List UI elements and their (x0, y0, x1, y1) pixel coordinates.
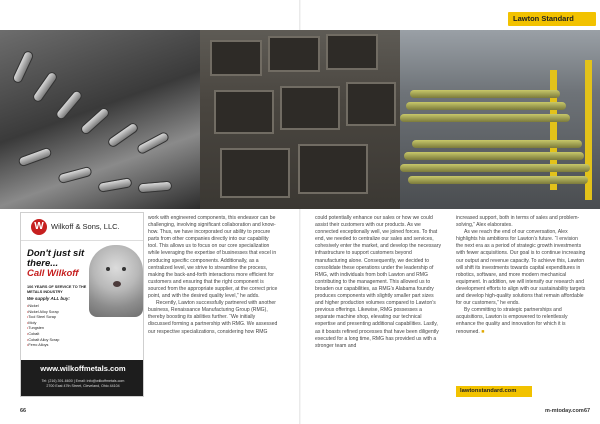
tool-piece (57, 166, 92, 184)
company-url-tag[interactable]: lawtonstandard.com (456, 386, 532, 397)
tooling-photo (0, 30, 200, 209)
list-item: • Ferro Alloys (27, 343, 59, 349)
page-number-right: 67 (584, 408, 591, 414)
tool-piece (31, 70, 59, 104)
ad-header (21, 213, 144, 241)
article-column-2 (315, 215, 443, 405)
metal-bar (404, 152, 584, 160)
article-paragraph: Recently, Lawton successfully partnered with another business, Renaissance Manufacturing Group (RMG), thereby boosting its abilities further. “We initially discussed forming a partnership with RMG. We assessed our respective specializations, considering how RMG (148, 300, 278, 335)
article-closing-text: By committing to strategic partnerships and acquisitions, Lawton is empowered to relentlessly enhance the quality and innovation for which it is renowned. (456, 307, 568, 335)
tool-piece (138, 181, 173, 194)
tool-piece (11, 49, 34, 84)
metal-bar (400, 114, 570, 122)
list-item: • Nickel Alloy Scrap (27, 310, 59, 316)
ad-headline: Don't just sit there... (27, 248, 85, 269)
ad-address: 2700 East 47th Street, Cleveland, Ohio 44104 (46, 384, 120, 388)
ad-supply-heading: We supply ALL buy: (27, 296, 70, 301)
casting-cell (280, 86, 340, 130)
baby-eye (106, 267, 110, 271)
tool-piece (79, 106, 111, 136)
ad-years-of-service: 106 YEARS OF SERVICE TO THE METALS INDUSTRY (27, 285, 87, 294)
casting-cell (326, 34, 378, 70)
list-item: • Cobalt (27, 332, 59, 338)
tool-piece (54, 89, 84, 121)
article-paragraph: As we reach the end of our conversation, Alex highlights his ambitions for Lawton’s future. “I envision the next era as a period of strategic growth investments with fewer acquisitions. Our goal is to continue increasing our output and revenue capacity. To achieve this, Lawton will shift its investments towards capital expenditures in robotics, software, and more modern mechanical equipment. In addition, we will intensify our research and development efforts to align with our sustainability targets and develop high-quality solutions that remain affordable for our customers,” he ends. (456, 229, 586, 307)
baby-mouth (113, 281, 121, 287)
article-paragraph: work with engineered components, this endeavor can be challenging, involving significant collaboration and know-how. Thus, we have incorporated our ability to procure parts from other companies directly into our capability tool. This allows us to focus on our core specialization while leveraging the expertise of businesses that excel in producing specific components. Additionally, as a centralized level, we strive to streamline the process, making the back-and-forth interactions more efficient for customers and ensuring that the right component is sourced from the appropriate supplier, at the correct price point, and with the desired quality level,” he adds. (148, 215, 278, 300)
page-number-left: 66 (20, 408, 27, 414)
tool-piece (17, 146, 52, 167)
article-paragraph (456, 307, 586, 335)
metal-bar (410, 90, 560, 98)
metal-bar (400, 164, 590, 172)
ad-company-name: Wilkoff & Sons, LLC. (51, 222, 120, 231)
end-mark-icon: ■ (481, 328, 485, 335)
list-item: • Moly (27, 321, 59, 327)
ad-footer (21, 360, 144, 397)
article-paragraph: could potentially enhance our sales or how we could assist their customers with our products. As we connected exceptionally well, we joined forces. To that end, we needed to centralize our sales and services, cohesively enter the market, and develop the necessary infrastructure to support customers beyond manufacturing alone. Consequently, we decided to consolidate these operations under the leadership of RMG, with individuals from both Lawton and RMG contributing to the management. This allowed us to broaden our capabilities, as RMG’s Alabama foundry produces components with slightly smaller part sizes and higher production volumes compared to Lawton’s previous offerings. Likewise, RMG possesses a separate machine shop, elevating our technical expertise and presenting additional capabilities. Lastly, as it boasts refined processes that have been diligently executed for a long time, RMG has provided us with a stronger team and (315, 215, 442, 349)
baby-photo (89, 245, 143, 317)
casting-cell (346, 82, 396, 126)
casting-cell (268, 36, 320, 72)
rack-post (550, 70, 557, 190)
casting-photo (200, 30, 400, 209)
casting-cell (210, 40, 262, 76)
list-item: • Tungsten (27, 326, 59, 332)
metal-bar (406, 102, 566, 110)
wilkoff-logo: W (31, 219, 47, 235)
ad-materials-list (27, 304, 59, 349)
photo-strip (0, 30, 600, 209)
magazine-site[interactable]: m-mtoday.com (545, 408, 584, 414)
ad-phone-email: Tel: (216) 391-6600 | Email: info@wilkoffmetals.com (41, 379, 125, 383)
article-paragraph: increased support, both in terms of sales and problem-solving,” Alex elaborates. (456, 215, 580, 229)
ad-website-link[interactable]: www.wilkoffmetals.com (40, 364, 126, 373)
ad-callout: Call Wilkoff (27, 268, 79, 279)
baby-eye (122, 267, 126, 271)
brand-tag: Lawton Standard (508, 12, 596, 26)
tool-piece (136, 131, 171, 156)
list-item: • Cobalt Alloy Scrap (27, 338, 59, 344)
list-item: • Tool Steel Scrap (27, 315, 59, 321)
casting-cell (220, 148, 290, 198)
metal-bar (408, 176, 588, 184)
article-column-1 (148, 215, 278, 405)
casting-cell (298, 144, 368, 194)
list-item: • Nickel (27, 304, 59, 310)
warehouse-photo (400, 30, 600, 209)
tool-piece (97, 177, 132, 193)
ad-contact-info (21, 379, 144, 389)
casting-cell (214, 90, 274, 134)
wilkoff-advertisement[interactable] (20, 212, 144, 397)
article-column-3 (456, 215, 586, 375)
tool-piece (106, 121, 140, 149)
metal-bar (412, 140, 582, 148)
